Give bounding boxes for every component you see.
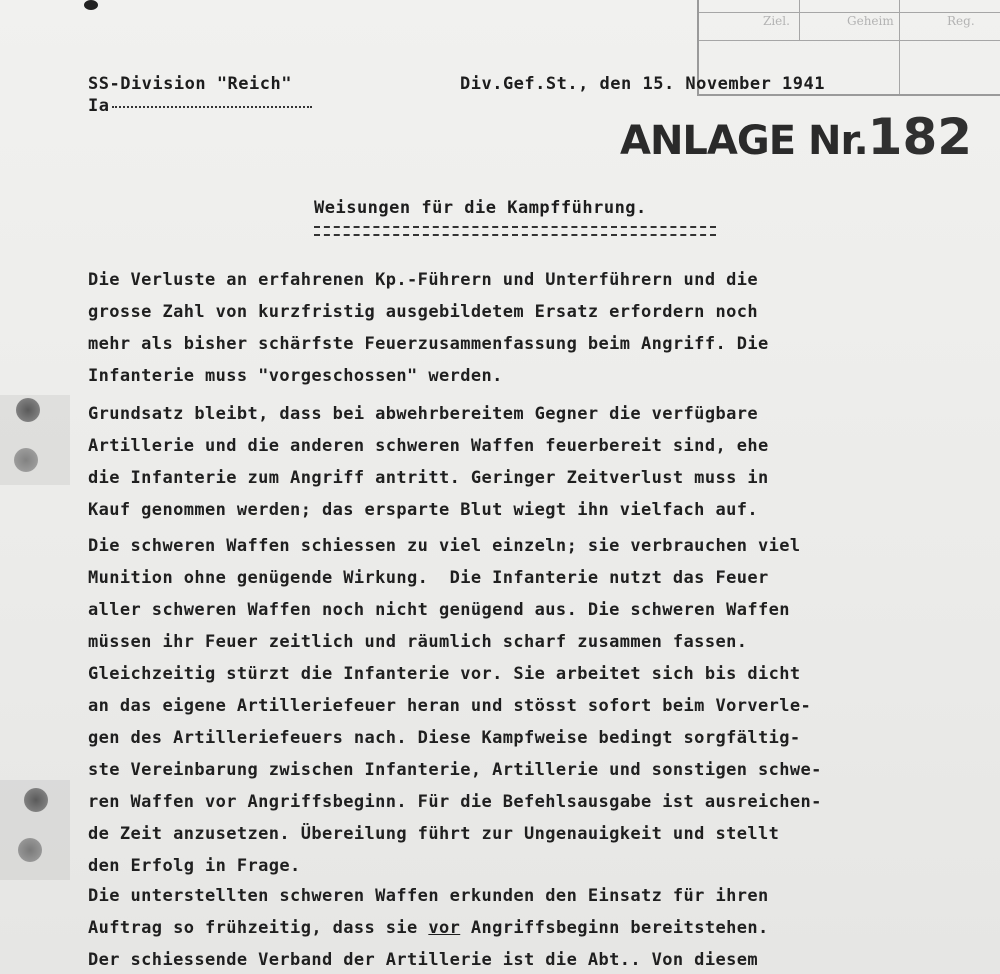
paragraph-4 [88,880,968,974]
text-line: Die unterstellten schweren Waffen erkunden den Einsatz für ihren [88,886,769,906]
paragraph-3 [88,530,968,882]
text-line: grosse Zahl von kurzfristig ausgebildetem Ersatz erfordern noch [88,302,758,322]
place-date: Div.Gef.St., den 15. November 1941 [460,74,825,94]
anlage-stamp-prefix: ANLAGE Nr. [620,118,868,164]
text-line: Gleichzeitig stürzt die Infanterie vor. Sie arbeitet sich bis dicht [88,664,801,684]
anlage-stamp [620,108,972,166]
ink-speck [84,0,98,10]
text-line: Die Verluste an erfahrenen Kp.-Führern und Unterführern und die [88,270,758,290]
text-line: aller schweren Waffen noch nicht genügend aus. Die schweren Waffen [88,600,790,620]
text-line: den Erfolg in Frage. [88,856,301,876]
text-line: ren Waffen vor Angriffsbeginn. Für die Befehlsausgabe ist ausreichen- [88,792,822,812]
archive-cell-1: Ziel. [763,14,790,28]
paragraph-1 [88,264,968,392]
punch-hole [14,448,38,472]
text-line: Artillerie und die anderen schweren Waffen feuerbereit sind, ehe [88,436,769,456]
text-line: Grundsatz bleibt, dass bei abwehrbereitem Gegner die verfügbare [88,404,758,424]
text-line: müssen ihr Feuer zeitlich und räumlich scharf zusammen fassen. [88,632,748,652]
archive-cell-2: Geheim [847,14,894,28]
text-fragment: Auftrag so frühzeitig, dass sie [88,918,429,938]
text-line: Der schiessende Verband der Artillerie ist die Abt.. Von diesem [88,950,758,970]
text-line: Infanterie muss "vorgeschossen" werden. [88,366,503,386]
text-line: Kauf genommen werden; das ersparte Blut wiegt ihn vielfach auf. [88,500,758,520]
text-fragment: Angriffsbeginn bereitstehen. [460,918,769,938]
text-line: ste Vereinbarung zwischen Infanterie, Artillerie und sonstigen schwe- [88,760,822,780]
text-line: Die schweren Waffen schiessen zu viel einzeln; sie verbrauchen viel [88,536,801,556]
text-line: die Infanterie zum Angriff antritt. Geringer Zeitverlust muss in [88,468,769,488]
text-line: mehr als bisher schärfste Feuerzusammenfassung beim Angriff. Die [88,334,769,354]
punch-hole [16,398,40,422]
section-code: Ia [88,96,110,116]
punch-hole [24,788,48,812]
text-line: de Zeit anzusetzen. Übereilung führt zur Ungenauigkeit und stellt [88,824,780,844]
archive-cell-3: Reg. [947,14,975,28]
document-title: Weisungen für die Kampfführung. [314,198,647,218]
text-line: an das eigene Artilleriefeuer heran und stösst sofort beim Vorverle- [88,696,812,716]
punch-hole [18,838,42,862]
anlage-stamp-number: 182 [867,108,973,166]
unit-name: SS-Division "Reich" [88,74,292,94]
dotted-rule [112,106,312,108]
text-line [88,912,968,944]
underlined-word: vor [428,918,461,938]
title-underline [314,226,716,236]
paragraph-2 [88,398,968,526]
text-line: Munition ohne genügende Wirkung. Die Infanterie nutzt das Feuer [88,568,769,588]
text-line: gen des Artilleriefeuers nach. Diese Kampfweise bedingt sorgfältig- [88,728,801,748]
